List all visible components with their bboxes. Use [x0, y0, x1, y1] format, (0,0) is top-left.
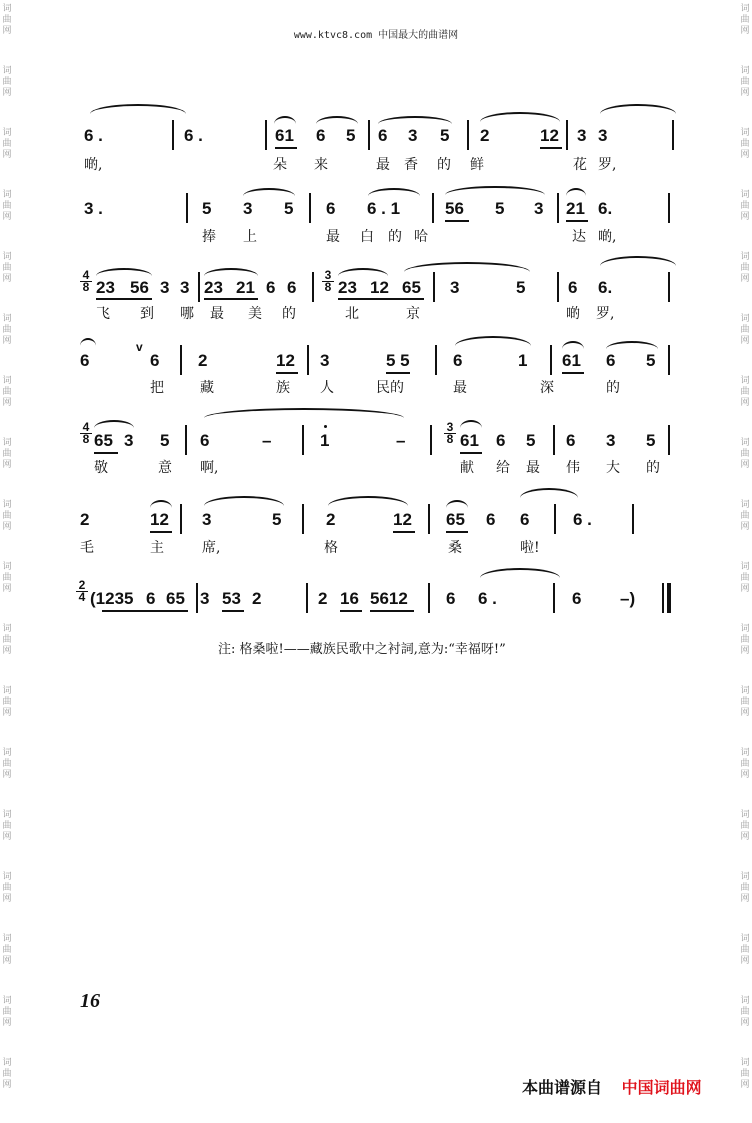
- watermark-text: 词 曲 网: [2, 872, 12, 904]
- lyric: 哪: [180, 306, 194, 322]
- note: 56: [130, 278, 149, 297]
- barline: [302, 425, 304, 455]
- underline: [393, 531, 415, 533]
- time-signature: 4 8: [80, 422, 92, 445]
- lyric: 鲜: [470, 157, 484, 173]
- note: 6: [266, 278, 276, 297]
- note: 5: [495, 199, 505, 218]
- site-url[interactable]: www.ktvc8.com: [293, 30, 373, 41]
- note: 6: [566, 431, 576, 450]
- note: 53: [222, 589, 241, 608]
- note: –: [396, 431, 406, 450]
- watermark-text: 词 曲 网: [740, 500, 750, 532]
- lyric: 罗,: [598, 157, 617, 173]
- slur: [404, 262, 530, 272]
- lyric: 大: [606, 460, 620, 476]
- note: 23: [338, 278, 357, 297]
- brand-link[interactable]: 中国词曲网: [621, 1078, 702, 1097]
- slur: [204, 496, 284, 506]
- underline: [222, 610, 244, 612]
- slur: [243, 188, 295, 196]
- time-signature: 2 4: [76, 580, 88, 603]
- watermark-text: 词 曲 网: [740, 1058, 750, 1090]
- note: 6: [446, 589, 456, 608]
- slur: [274, 116, 296, 124]
- slur: [204, 408, 404, 418]
- note: 6 . 1: [367, 199, 401, 218]
- note: 61: [275, 126, 294, 145]
- underline: [370, 610, 414, 612]
- lyric: 上: [243, 229, 257, 245]
- note: 12: [540, 126, 559, 145]
- barline: [185, 425, 187, 455]
- barline: [550, 345, 552, 375]
- lyric: 毛: [80, 540, 94, 556]
- barline: [467, 120, 469, 150]
- barline: [668, 272, 670, 302]
- note: 5612: [370, 589, 408, 608]
- note: 6: [326, 199, 336, 218]
- lyric: 达: [572, 229, 586, 245]
- watermark-text: 词 曲 网: [2, 500, 12, 532]
- note: 5: [284, 199, 294, 218]
- watermark-text: 词 曲 网: [740, 66, 750, 98]
- barline: [302, 504, 304, 534]
- footer-credit: [522, 1075, 702, 1098]
- note: 2: [318, 589, 328, 608]
- lyric: 啦!: [520, 540, 540, 556]
- note: –): [620, 589, 636, 608]
- note: 6 .: [84, 126, 103, 145]
- lyric: 的: [437, 157, 451, 173]
- note: 65: [94, 431, 113, 450]
- page-number: 16: [80, 990, 100, 1012]
- high-octave-dot: [324, 425, 327, 428]
- note: 5 5: [386, 351, 410, 370]
- barline: [312, 272, 314, 302]
- final-barline: [667, 583, 671, 613]
- underline: [96, 298, 152, 300]
- source-label: 本曲谱源自: [522, 1078, 603, 1097]
- barline: [368, 120, 370, 150]
- note: 5: [646, 431, 656, 450]
- lyric: 席,: [202, 540, 221, 556]
- note: 6: [146, 589, 156, 608]
- note: 61: [460, 431, 479, 450]
- slur: [338, 268, 388, 276]
- note: 3: [598, 126, 608, 145]
- note: 12: [393, 510, 412, 529]
- slur: [204, 268, 258, 276]
- note: 3: [124, 431, 134, 450]
- lyric: 深: [540, 380, 554, 396]
- barline: [668, 193, 670, 223]
- note: 5: [346, 126, 356, 145]
- lyric: 伟: [566, 460, 580, 476]
- watermark-text: 词 曲 网: [2, 190, 12, 222]
- note: 6: [606, 351, 616, 370]
- lyric: 白: [360, 229, 374, 245]
- watermark-text: 词 曲 网: [2, 748, 12, 780]
- watermark-text: 词 曲 网: [2, 810, 12, 842]
- watermark-text: 词 曲 网: [2, 128, 12, 160]
- lyric: 族: [276, 380, 290, 396]
- watermark-text: 词 曲 网: [740, 252, 750, 284]
- barline: [566, 120, 568, 150]
- underline: [566, 220, 588, 222]
- underline: [338, 298, 424, 300]
- barline: [186, 193, 188, 223]
- lyric: 给: [496, 460, 510, 476]
- lyric: 的: [388, 229, 402, 245]
- watermark-text: 词 曲 网: [740, 376, 750, 408]
- note: 3: [577, 126, 587, 145]
- note: 23: [204, 278, 223, 297]
- watermark-text: 词 曲 网: [740, 438, 750, 470]
- note: 6: [287, 278, 297, 297]
- note: 6: [80, 351, 90, 370]
- note: 1: [320, 431, 330, 450]
- note: 2: [198, 351, 208, 370]
- watermark-text: 词 曲 网: [2, 686, 12, 718]
- barline: [668, 345, 670, 375]
- note: 6 .: [184, 126, 203, 145]
- note: 16: [340, 589, 359, 608]
- lyric: 啲: [566, 306, 580, 322]
- underline: [94, 452, 118, 454]
- note: 3 .: [84, 199, 103, 218]
- watermark-text: 词 曲 网: [2, 4, 12, 36]
- lyric: 格: [324, 540, 338, 556]
- note: 2: [252, 589, 262, 608]
- watermark-text: 词 曲 网: [2, 376, 12, 408]
- lyric: 最: [326, 229, 340, 245]
- lyric: 藏: [200, 380, 214, 396]
- slur: [328, 496, 408, 506]
- note: 3: [160, 278, 170, 297]
- lyric: 朵: [273, 157, 287, 173]
- note: 5: [202, 199, 212, 218]
- note: 5: [160, 431, 170, 450]
- underline: [102, 610, 188, 612]
- lyric: 捧: [202, 229, 216, 245]
- note: 5: [526, 431, 536, 450]
- note: 3: [450, 278, 460, 297]
- watermark-text: 词 曲 网: [2, 624, 12, 656]
- note: 3: [534, 199, 544, 218]
- barline: [668, 425, 670, 455]
- note: 3: [408, 126, 418, 145]
- note: 21: [566, 199, 585, 218]
- watermark-text: 词 曲 网: [740, 4, 750, 36]
- lyric: 最: [526, 460, 540, 476]
- slur: [480, 112, 560, 122]
- note: 12: [150, 510, 169, 529]
- note: 6: [572, 589, 582, 608]
- lyric: 来: [314, 157, 328, 173]
- note: 5: [440, 126, 450, 145]
- note: –: [262, 431, 272, 450]
- watermark-text: 词 曲 网: [2, 66, 12, 98]
- slur: [460, 420, 482, 428]
- lyric: 啊,: [200, 460, 219, 476]
- slur: [455, 336, 531, 346]
- note: 12: [276, 351, 295, 370]
- underline: [150, 531, 172, 533]
- note: 12: [370, 278, 389, 297]
- barline: [309, 193, 311, 223]
- time-signature: 3 8: [322, 270, 334, 293]
- lyric: 到: [140, 306, 154, 322]
- note: 65: [402, 278, 421, 297]
- lyric: 啲,: [84, 157, 103, 173]
- watermark-text: 词 曲 网: [740, 190, 750, 222]
- barline: [306, 583, 308, 613]
- watermark-text: 词 曲 网: [740, 748, 750, 780]
- note: 5: [272, 510, 282, 529]
- underline: [562, 372, 584, 374]
- underline: [446, 531, 468, 533]
- lyric: 香: [404, 157, 418, 173]
- watermark-text: 词 曲 网: [740, 996, 750, 1028]
- barline: [432, 193, 434, 223]
- lyric: 的: [646, 460, 660, 476]
- slur: [600, 256, 676, 266]
- lyric: 北: [345, 306, 359, 322]
- note: 6: [378, 126, 388, 145]
- barline: [672, 120, 674, 150]
- slur: [80, 338, 96, 346]
- breath-mark: v: [136, 340, 143, 354]
- lyric: 的: [282, 306, 296, 322]
- slur: [480, 568, 560, 578]
- note: 6.: [598, 278, 613, 297]
- barline: [557, 193, 559, 223]
- note: 65: [166, 589, 185, 608]
- barline: [553, 425, 555, 455]
- underline: [276, 372, 298, 374]
- watermark-text: 词 曲 网: [740, 562, 750, 594]
- note: 61: [562, 351, 581, 370]
- watermark-text: 词 曲 网: [740, 810, 750, 842]
- barline: [172, 120, 174, 150]
- barline: [180, 345, 182, 375]
- lyric: 最: [376, 157, 390, 173]
- slur: [520, 488, 578, 498]
- note: 6: [496, 431, 506, 450]
- underline: [204, 298, 258, 300]
- note: 6: [316, 126, 326, 145]
- lyric: 花: [573, 157, 587, 173]
- note: 3: [180, 278, 190, 297]
- note: (1235: [90, 589, 134, 608]
- note: 2: [326, 510, 336, 529]
- slur: [94, 420, 134, 428]
- note: 3: [606, 431, 616, 450]
- barline: [632, 504, 634, 534]
- lyric: 啲,: [598, 229, 617, 245]
- watermark-text: 词 曲 网: [2, 438, 12, 470]
- lyric: 飞: [96, 306, 110, 322]
- note: 23: [96, 278, 115, 297]
- watermark-text: 词 曲 网: [2, 996, 12, 1028]
- barline: [198, 272, 200, 302]
- note: 6: [486, 510, 496, 529]
- watermark-text: 词 曲 网: [2, 252, 12, 284]
- watermark-text: 词 曲 网: [2, 934, 12, 966]
- barline: [554, 504, 556, 534]
- lyric: 美: [248, 306, 262, 322]
- watermark-text: 词 曲 网: [740, 624, 750, 656]
- slur: [566, 188, 586, 196]
- note: 3: [200, 589, 210, 608]
- watermark-text: 词 曲 网: [2, 1058, 12, 1090]
- note: 65: [446, 510, 465, 529]
- lyric: 人: [320, 380, 334, 396]
- lyric: 敬: [94, 460, 108, 476]
- watermark-text: 词 曲 网: [2, 562, 12, 594]
- watermark-text: 词 曲 网: [2, 314, 12, 346]
- lyric: 最: [453, 380, 467, 396]
- slur: [378, 116, 452, 124]
- slur: [368, 188, 420, 196]
- slur: [316, 116, 358, 124]
- note: 5: [516, 278, 526, 297]
- lyric: 桑: [448, 540, 462, 556]
- underline: [386, 372, 410, 374]
- watermark-text: 词 曲 网: [740, 314, 750, 346]
- note: 6 .: [478, 589, 497, 608]
- lyric: 哈: [414, 229, 428, 245]
- note: 1: [518, 351, 528, 370]
- lyric: 京: [406, 306, 420, 322]
- lyric: 主: [150, 540, 164, 556]
- slur: [562, 341, 584, 349]
- slur: [90, 104, 186, 114]
- barline: [662, 583, 664, 613]
- note: 6: [520, 510, 530, 529]
- note: 6: [150, 351, 160, 370]
- lyric: 的: [606, 380, 620, 396]
- note: 3: [202, 510, 212, 529]
- barline: [557, 272, 559, 302]
- barline: [433, 272, 435, 302]
- note: 6: [200, 431, 210, 450]
- barline: [553, 583, 555, 613]
- slur: [445, 186, 545, 195]
- slur: [446, 500, 468, 508]
- barline: [307, 345, 309, 375]
- slur: [150, 500, 172, 508]
- note: 21: [236, 278, 255, 297]
- underline: [540, 147, 562, 149]
- underline: [460, 452, 482, 454]
- barline: [435, 345, 437, 375]
- underline: [275, 147, 297, 149]
- lyric: 最: [210, 306, 224, 322]
- watermark-text: 词 曲 网: [740, 934, 750, 966]
- barline: [180, 504, 182, 534]
- barline: [430, 425, 432, 455]
- note: 3: [243, 199, 253, 218]
- note: 6.: [598, 199, 613, 218]
- site-title: 中国最大的曲谱网: [378, 30, 459, 41]
- barline: [265, 120, 267, 150]
- note: 2: [80, 510, 90, 529]
- note: 5: [646, 351, 656, 370]
- lyric: 民的: [376, 380, 404, 396]
- note: 56: [445, 199, 464, 218]
- watermark-text: 词 曲 网: [740, 872, 750, 904]
- barline: [428, 583, 430, 613]
- note: 6 .: [573, 510, 592, 529]
- watermark-text: 词 曲 网: [740, 686, 750, 718]
- note: 6: [453, 351, 463, 370]
- note: 2: [480, 126, 490, 145]
- underline: [445, 220, 469, 222]
- lyric: 罗,: [596, 306, 615, 322]
- footnote: 注: 格桑啦!——藏族民歌中之衬詞,意为:“幸福呀!”: [218, 642, 506, 657]
- watermark-text: 词 曲 网: [740, 128, 750, 160]
- barline: [428, 504, 430, 534]
- time-signature: 3 8: [444, 422, 456, 445]
- slur: [606, 341, 658, 349]
- note: 6: [568, 278, 578, 297]
- underline: [340, 610, 362, 612]
- lyric: 意: [158, 460, 172, 476]
- lyric: 献: [460, 460, 474, 476]
- note: 3: [320, 351, 330, 370]
- lyric: 把: [150, 380, 164, 396]
- barline: [196, 583, 198, 613]
- time-signature: 4 8: [80, 270, 92, 293]
- slur: [600, 104, 676, 114]
- slur: [96, 268, 152, 276]
